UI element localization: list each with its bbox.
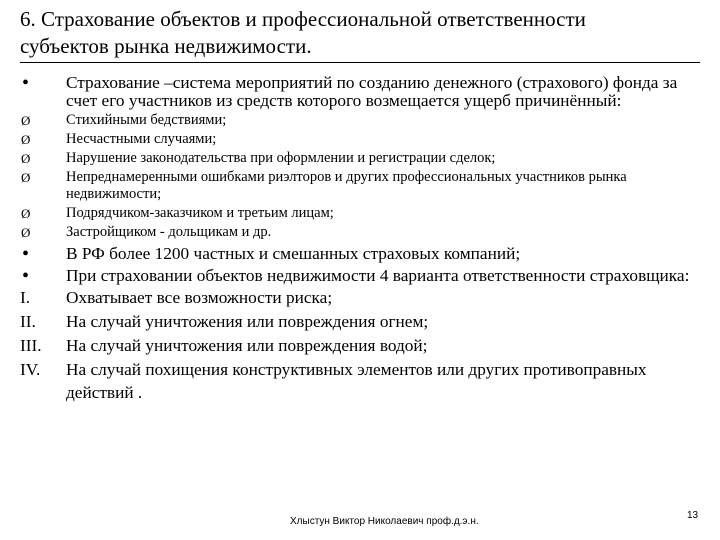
list-item-text: В РФ более 1200 частных и смешанных страховых компаний; [66,244,521,263]
list-item-text: Страхование –система мероприятий по созданию денежного (страхового) фонда за счет его участников из средств которого возмещается ущерб причинённый: [66,73,678,110]
arrow-bullet-icon: Ø [21,225,31,240]
list-item-text: Несчастными случаями; [66,131,217,147]
roman-numeral-marker: I. [20,288,31,307]
footer-author: Хлыстун Виктор Николаевич проф.д.э.н. [290,516,479,527]
list-item [20,169,710,203]
bullet-dot-marker: • [22,265,30,287]
list-item-text: Стихийными бедствиями; [66,112,227,128]
list-item [20,205,710,222]
arrow-bullet-icon: Ø [21,206,31,221]
bullet-dot-marker: • [22,72,30,94]
slide-title [20,6,700,60]
list-item-text: Непреднамеренными ошибками риэлторов и других профессиональных участников рынка недвижимости; [66,169,627,202]
roman-numeral-marker: III. [20,336,42,355]
list-item-text: На случай похищения конструктивных элементов или других противоправных действий . [66,360,647,402]
list-item [20,310,710,333]
list-item-text: На случай уничтожения или повреждения водой; [66,336,428,355]
list-item [20,150,710,167]
list-item [20,74,710,110]
title-underline [20,62,700,63]
list-item [20,224,710,241]
bullet-list [20,74,710,404]
arrow-bullet-icon: Ø [21,170,31,185]
list-item-text: На случай уничтожения или повреждения огнем; [66,312,429,331]
slide-title-line-1: 6. Страхование объектов и профессиональной ответственности [20,7,586,31]
page-number: 13 [687,510,699,521]
list-item [20,112,710,129]
list-item [20,334,710,357]
list-item [20,245,710,263]
arrow-bullet-icon: Ø [21,113,31,128]
list-item [20,358,710,404]
list-item [20,267,710,285]
arrow-bullet-icon: Ø [21,132,31,147]
list-item-text: Нарушение законодательства при оформлении и регистрации сделок; [66,150,496,166]
list-item [20,131,710,148]
list-item [20,286,710,309]
roman-numeral-marker: II. [20,312,36,331]
roman-numeral-marker: IV. [20,360,41,379]
list-item-text: При страховании объектов недвижимости 4 варианта ответственности страховщика: [66,266,690,285]
bullet-dot-marker: • [22,243,30,265]
list-item-text: Охватывает все возможности риска; [66,288,333,307]
list-item-text: Застройщиком - дольщикам и др. [66,224,272,240]
slide-title-line-2: субъектов рынка недвижимости. [20,34,312,58]
list-item-text: Подрядчиком-заказчиком и третьим лицам; [66,205,334,221]
arrow-bullet-icon: Ø [21,151,31,166]
